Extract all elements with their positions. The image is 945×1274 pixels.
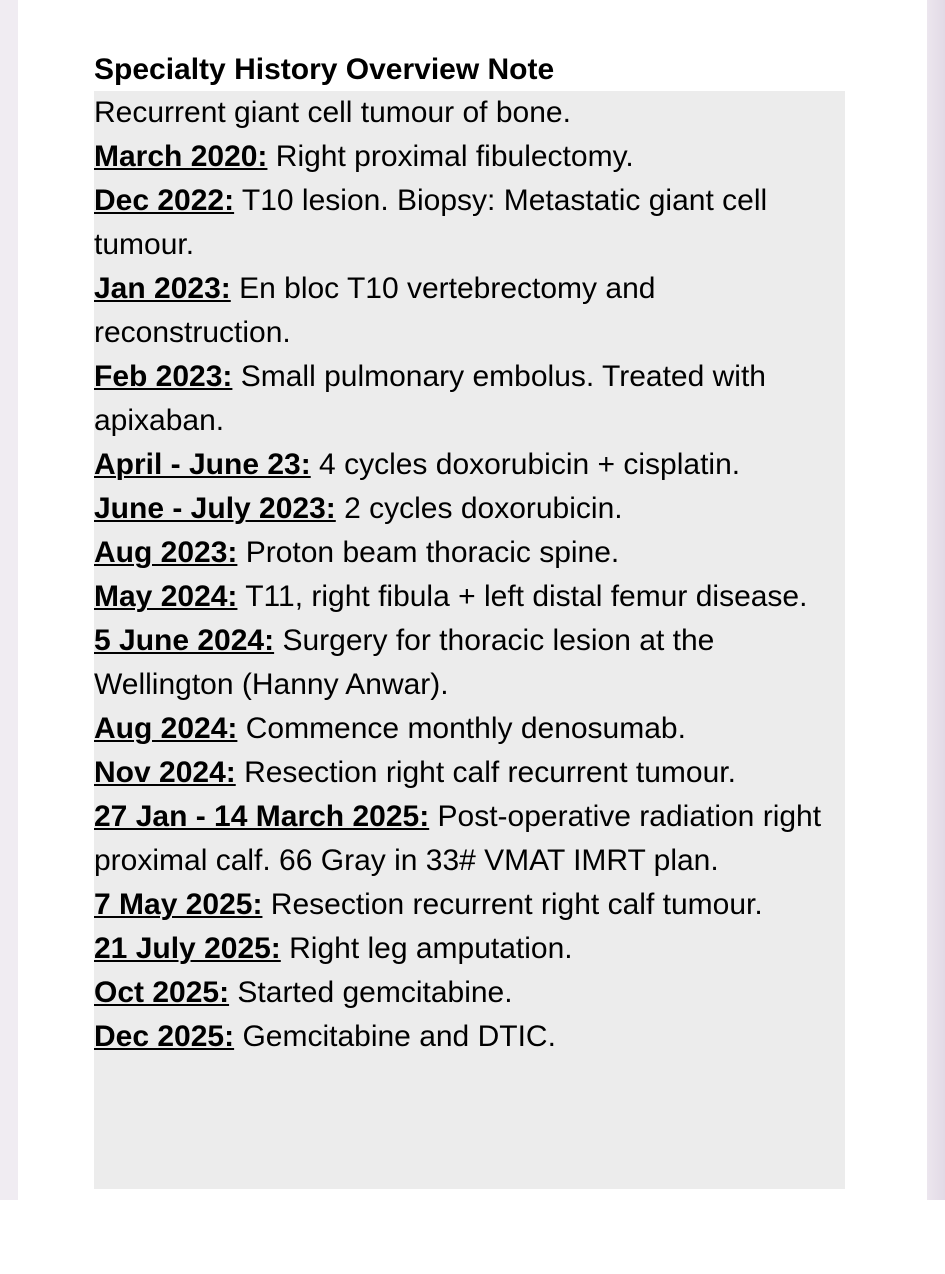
history-entry: [94, 267, 824, 355]
history-entry: [94, 751, 824, 795]
entry-text: 2 cycles doxorubicin.: [335, 492, 623, 525]
entry-date: 27 Jan - 14 March 2025:: [94, 800, 430, 833]
entry-date: Aug 2023:: [94, 536, 238, 569]
entry-date: Nov 2024:: [94, 756, 236, 789]
entry-text: 4 cycles doxorubicin + cisplatin.: [310, 448, 741, 481]
note-title: Specialty History Overview Note: [94, 53, 555, 86]
entry-date: 21 July 2025:: [94, 932, 281, 965]
history-entry: [94, 135, 824, 179]
entry-text: T11, right fibula + left distal femur disease.: [237, 580, 808, 613]
entry-date: Feb 2023:: [94, 360, 233, 393]
entry-text: Gemcitabine and DTIC.: [234, 1020, 556, 1053]
entry-text: Started gemcitabine.: [229, 976, 513, 1009]
history-entry: [94, 179, 824, 267]
history-entry: [94, 707, 824, 751]
entry-date: Dec 2022:: [94, 184, 235, 217]
history-entry: [94, 575, 824, 619]
entry-date: May 2024:: [94, 580, 238, 613]
left-margin: [0, 0, 18, 1200]
entry-date: Jan 2023:: [94, 272, 231, 305]
entry-date: March 2020:: [94, 140, 268, 173]
entry-text: En bloc T10 vertebrectomy and reconstruction.: [94, 272, 656, 349]
entry-date: 5 June 2024:: [94, 624, 275, 657]
right-margin: [927, 0, 945, 1200]
note-body: [94, 91, 845, 1189]
entry-text: Post-operative radiation right proximal calf. 66 Gray in 33# VMAT IMRT plan.: [94, 800, 822, 877]
entry-date: June - July 2023:: [94, 492, 336, 525]
history-entry: [94, 971, 824, 1015]
history-entry: [94, 883, 824, 927]
history-entry: [94, 531, 824, 575]
entry-text: Commence monthly denosumab.: [237, 712, 686, 745]
entry-date: April - June 23:: [94, 448, 311, 481]
entry-text: Resection recurrent right calf tumour.: [262, 888, 763, 921]
history-entry: [94, 443, 824, 487]
entry-text: Surgery for thoracic lesion at the Wellington (Hanny Anwar).: [94, 624, 715, 701]
history-entry: [94, 619, 824, 707]
entry-date: Aug 2024:: [94, 712, 238, 745]
entry-date: Oct 2025:: [94, 976, 230, 1009]
entry-text: Small pulmonary embolus. Treated with apixaban.: [94, 360, 766, 437]
history-entry: [94, 927, 824, 971]
entry-text: T10 lesion. Biopsy: Metastatic giant cell tumour.: [94, 184, 768, 261]
entry-text: Right leg amputation.: [280, 932, 573, 965]
entry-date: 7 May 2025:: [94, 888, 263, 921]
entry-date: Dec 2025:: [94, 1020, 235, 1053]
history-entry: [94, 487, 824, 531]
history-entry: [94, 1015, 824, 1059]
entry-text: Resection right calf recurrent tumour.: [235, 756, 736, 789]
history-entry: [94, 795, 824, 883]
note-summary: Recurrent giant cell tumour of bone.: [94, 96, 571, 129]
entry-text: Proton beam thoracic spine.: [237, 536, 620, 569]
history-entry: [94, 355, 824, 443]
entry-text: Right proximal fibulectomy.: [267, 140, 634, 173]
